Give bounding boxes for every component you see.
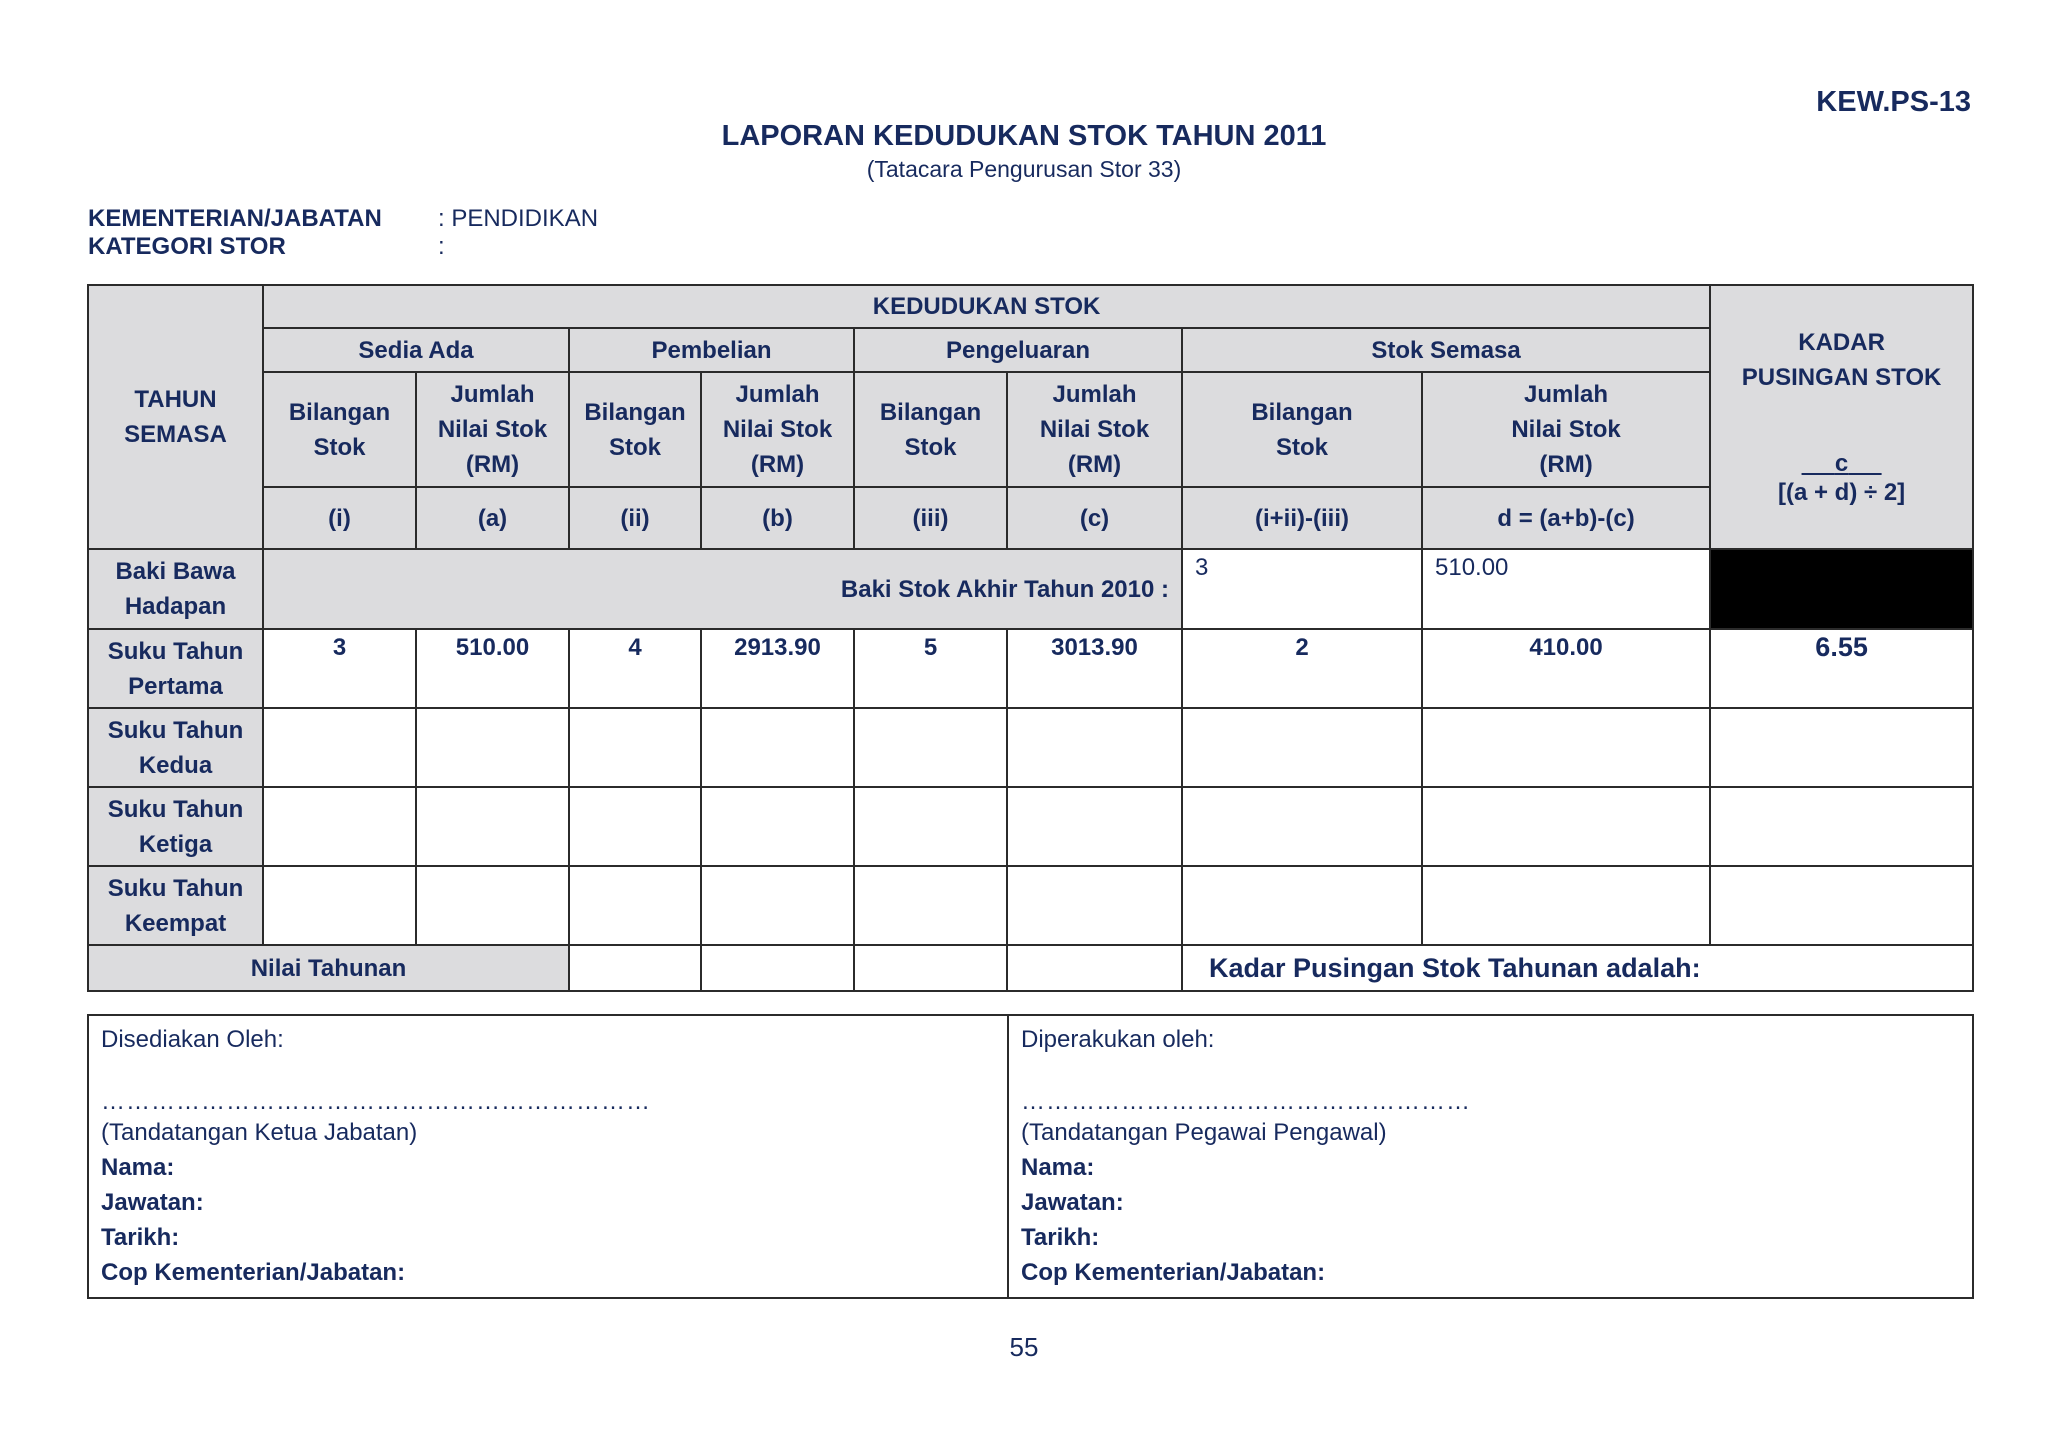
nilai-tahunan-cell [701, 945, 854, 991]
meta-kategori [88, 233, 445, 261]
kategori-label: KATEGORI STOR [88, 233, 286, 260]
kadar-value: 6.55 [1710, 629, 1973, 708]
row-label: Suku Tahun Pertama [88, 629, 263, 708]
code-b: (b) [701, 487, 854, 549]
nilai-tahunan-cell [569, 945, 701, 991]
cell-value [1007, 708, 1182, 787]
nilai-tahunan-cell [854, 945, 1007, 991]
cell-value [416, 787, 569, 866]
row-label: Suku Tahun Ketiga [88, 787, 263, 866]
col-bilangan-stok: Bilangan Stok [263, 372, 416, 487]
baki-nilai: 510.00 [1422, 549, 1710, 629]
cell-value [569, 866, 701, 945]
col-jumlah-nilai: Jumlah Nilai Stok (RM) [416, 372, 569, 487]
code-a: (a) [416, 487, 569, 549]
nilai-tahunan-label: Nilai Tahunan [88, 945, 569, 991]
cell-value [854, 866, 1007, 945]
stock-table [87, 284, 1974, 992]
row-label-baki: Baki Bawa Hadapan [88, 549, 263, 629]
signature-dotted-line: ………………………………………………………… [101, 1088, 651, 1115]
cell-value [854, 708, 1007, 787]
header-kedudukan-stok: KEDUDUKAN STOK [263, 285, 1710, 328]
cell-value [1422, 787, 1710, 866]
formula-numerator: c [1834, 450, 1849, 477]
meta-kementerian [88, 205, 598, 233]
code-i: (i) [263, 487, 416, 549]
group-pengeluaran: Pengeluaran [854, 328, 1182, 372]
cell-value [1182, 787, 1422, 866]
cell-value: 2913.90 [701, 629, 854, 708]
group-stok-semasa: Stok Semasa [1182, 328, 1710, 372]
group-pembelian: Pembelian [569, 328, 854, 372]
cell-value [569, 708, 701, 787]
page-title: LAPORAN KEDUDUKAN STOK TAHUN 2011 [721, 120, 1327, 152]
col-bilangan-stok: Bilangan Stok [1182, 372, 1422, 487]
header-tahun-semasa: TAHUN SEMASA [88, 285, 263, 549]
cell-value: 3 [263, 629, 416, 708]
cop-label: Cop Kementerian/Jabatan: [101, 1259, 406, 1286]
baki-bilangan: 3 [1182, 549, 1422, 629]
kadar-value [1710, 866, 1973, 945]
col-bilangan-stok: Bilangan Stok [854, 372, 1007, 487]
group-sedia-ada: Sedia Ada [263, 328, 569, 372]
kadar-tahunan-label: Kadar Pusingan Stok Tahunan adalah: [1182, 945, 1973, 991]
cell-value [263, 866, 416, 945]
cell-value: 2 [1182, 629, 1422, 708]
col-jumlah-nilai: Jumlah Nilai Stok (RM) [1007, 372, 1182, 487]
kementerian-value: : PENDIDIKAN [438, 205, 599, 232]
kategori-value: : [438, 233, 445, 260]
cell-value [263, 708, 416, 787]
formula-denominator: [(a + d) ÷ 2] [1777, 479, 1906, 506]
form-code: KEW.PS-13 [1816, 86, 1971, 118]
cell-value [569, 787, 701, 866]
cell-value: 510.00 [416, 629, 569, 708]
kementerian-label: KEMENTERIAN/JABATAN [88, 205, 382, 232]
signature-role: (Tandatangan Pegawai Pengawal) [1021, 1119, 1387, 1146]
col-jumlah-nilai: Jumlah Nilai Stok (RM) [1422, 372, 1710, 487]
nama-label: Nama: [101, 1154, 175, 1181]
jawatan-label: Jawatan: [101, 1189, 204, 1216]
cell-value [701, 708, 854, 787]
signature-dotted-line: ……………………………………………… [1021, 1088, 1471, 1115]
cell-value: 4 [569, 629, 701, 708]
code-stok-bilangan: (i+ii)-(iii) [1182, 487, 1422, 549]
cell-value [416, 708, 569, 787]
cell-value [701, 787, 854, 866]
diperakukan-heading: Diperakukan oleh: [1021, 1026, 1215, 1053]
row-label: Suku Tahun Keempat [88, 866, 263, 945]
cell-value [701, 866, 854, 945]
code-iii: (iii) [854, 487, 1007, 549]
page-number: 55 [1009, 1332, 1039, 1362]
cell-value: 410.00 [1422, 629, 1710, 708]
cell-value [1182, 708, 1422, 787]
page-subtitle: (Tatacara Pengurusan Stor 33) [866, 156, 1182, 182]
tarikh-label: Tarikh: [1021, 1224, 1100, 1251]
cell-value [854, 787, 1007, 866]
cell-value [1007, 787, 1182, 866]
signature-left [88, 1015, 1008, 1298]
cell-value [416, 866, 569, 945]
cell-value: 3013.90 [1007, 629, 1182, 708]
tarikh-label: Tarikh: [101, 1224, 180, 1251]
kadar-value [1710, 708, 1973, 787]
kadar-value [1710, 787, 1973, 866]
row-label: Suku Tahun Kedua [88, 708, 263, 787]
disediakan-heading: Disediakan Oleh: [101, 1026, 284, 1053]
cell-value [1422, 866, 1710, 945]
code-ii: (ii) [569, 487, 701, 549]
cop-label: Cop Kementerian/Jabatan: [1021, 1259, 1326, 1286]
col-bilangan-stok: Bilangan Stok [569, 372, 701, 487]
cell-value [1182, 866, 1422, 945]
cell-value [1007, 866, 1182, 945]
nilai-tahunan-cell [1007, 945, 1182, 991]
cell-value [1422, 708, 1710, 787]
signature-right [1008, 1015, 1973, 1298]
blacked-out-cell [1710, 549, 1973, 629]
col-jumlah-nilai: Jumlah Nilai Stok (RM) [701, 372, 854, 487]
signature-table [87, 1014, 1974, 1299]
signature-role: (Tandatangan Ketua Jabatan) [101, 1119, 418, 1146]
header-kadar-pusingan: KADAR PUSINGAN STOK c [(a + d) ÷ 2] [1710, 285, 1973, 549]
cell-value [263, 787, 416, 866]
code-c: (c) [1007, 487, 1182, 549]
nama-label: Nama: [1021, 1154, 1095, 1181]
cell-value: 5 [854, 629, 1007, 708]
jawatan-label: Jawatan: [1021, 1189, 1124, 1216]
code-d: d = (a+b)-(c) [1422, 487, 1710, 549]
baki-akhir-label: Baki Stok Akhir Tahun 2010 : [263, 549, 1182, 629]
